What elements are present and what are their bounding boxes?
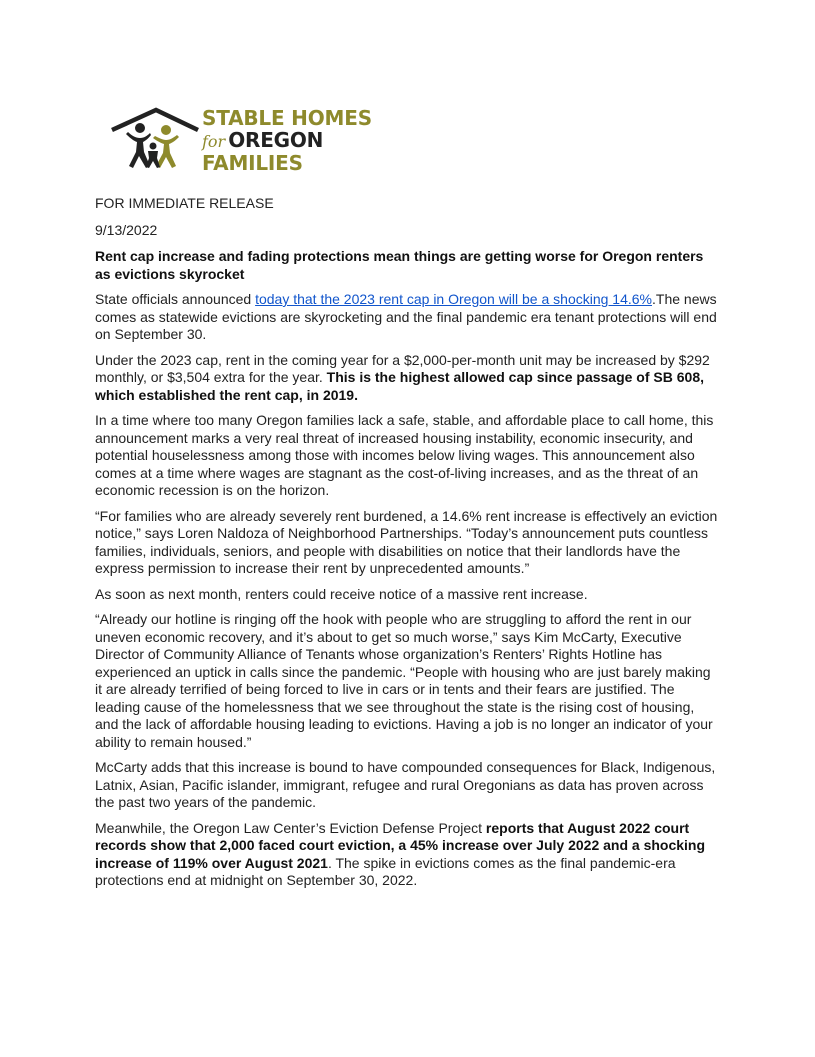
logo-word-for: for [202,132,226,151]
paragraph-text: Meanwhile, the Oregon Law Center’s Eviction Defense Project [95,819,486,836]
house-family-icon [110,106,202,172]
paragraph-text: Under the 2023 cap, rent in the coming year for a $2,000-per-month unit may be increased by $292 monthly, or $3,504 extra for the year. [95,351,710,385]
paragraph-text: State officials announced [95,291,256,307]
logo-line-stable-homes: STABLE HOMES [202,106,372,130]
release-date: 9/13/2022 [95,221,158,238]
paragraph-mccarty-quote: “Already our hotline is ringing off the hook with people who are struggling to afford the rent in our uneven economic recovery, and it’s about to get so much worse,” says Kim McCarty, Executive Director of Community Alliance of Tenants whose organization’s Renters’ Rights Hotline has experienced an uptick in calls since the pandemic. “People with housing who are just barely making it are already terrified of being forced to live in cars or in tents and their fears are justified. The leading cause of the homelessness that we see throughout the state is the rising cost of housing, and the lack of affordable housing leading to evictions. Having a job is no longer an indicator of your ability to remain housed.” [95,611,713,750]
paragraph-naldoza-quote: “For families who are already severely rent burdened, a 14.6% rent increase is effectively an eviction notice,” says Loren Naldoza of Neighborhood Partnerships. “Today’s announcement puts countless families, individuals, seniors, and people with disabilities on notice that their landlords have the express permission to increase their rent by unprecedented amounts.” [95,507,718,576]
logo-line-families: FAMILIES [202,151,303,175]
paragraph-eviction-defense [95,820,720,890]
paragraph-housing-threat: In a time where too many Oregon families lack a safe, stable, and affordable place to call home, this announcement marks a very real threat of increased housing instability, economic insecurity, and potential houselessness among those with incomes below living wages. This announcement also comes at a time where wages are stagnant as the cost-of-living increases, and as the threat of an economic recession is on the horizon. [95,412,714,498]
logo-line-for-oregon [202,130,323,150]
headline: Rent cap increase and fading protections mean things are getting worse for Oregon renters as evictions skyrocket [95,248,704,282]
paragraph-rent-cap-announcement [95,291,720,344]
press-release-body [95,195,720,898]
paragraph-bold-text: This is the highest allowed cap since passage of SB 608, which established the rent cap, in 2019. [95,369,704,403]
logo [110,106,390,178]
paragraph-next-month: As soon as next month, renters could receive notice of a massive rent increase. [95,585,588,602]
logo-word-oregon: OREGON [228,128,324,152]
paragraph-text: .The news comes as statewide evictions are skyrocketing and the final pandemic era tenant protections will end on September 30. [95,291,717,342]
paragraph-compounded-consequences: McCarty adds that this increase is bound to have compounded consequences for Black, Indigenous, Latnix, Asian, Pacific islander, immigrant, refugee and rural Oregonians as data has proven across the past two years of the pandemic. [95,759,716,810]
paragraph-cap-example [95,352,720,405]
release-label: FOR IMMEDIATE RELEASE [95,195,274,211]
rent-cap-article-link[interactable]: today that the 2023 rent cap in Oregon will be a shocking 14.6% [255,291,652,307]
paragraph-bold-text: reports that August 2022 court records show that 2,000 faced court eviction, a 45% increase over July 2022 and a shocking increase of 119% over August 2021 [95,819,706,871]
paragraph-text: . The spike in evictions comes as the final pandemic-era protections end at midnight on September 30, 2022. [95,854,676,888]
